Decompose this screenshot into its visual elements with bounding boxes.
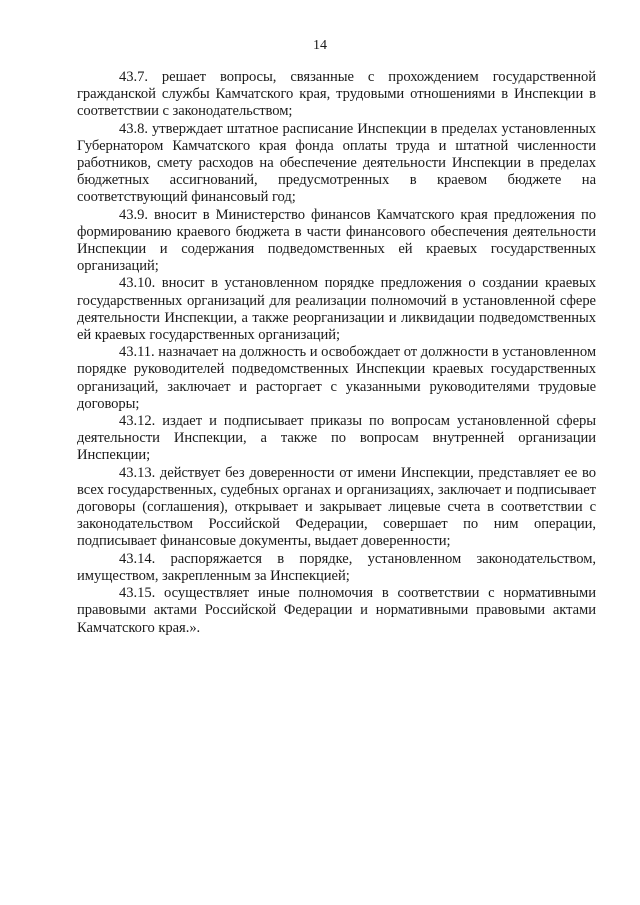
paragraph-43-8: 43.8. утверждает штатное расписание Инспекции в пределах установленных Губернатором Камчатского края фонда оплаты труда и штатной численности работников, смету расходов на обеспечение деятельности Инспекции в пределах бюджетных ассигнований, предусмотренных в краевом бюджете на соответствующий финансовый год; — [77, 120, 596, 206]
paragraph-43-13: 43.13. действует без доверенности от имени Инспекции, представляет ее во всех государственных, судебных органах и организациях, заключает и подписывает договоры (соглашения), открывает и закрывает лицевые счета в соответствии с законодательством Российской Федерации, совершает по ним операции, подписывает финансовые документы, выдает доверенности; — [77, 464, 596, 550]
paragraph-43-10: 43.10. вносит в установленном порядке предложения о создании краевых государственных организаций для реализации полномочий в установленной сфере деятельности Инспекции, а также реорганизации и ликвидации подведомственных ей краевых государственных организаций; — [77, 275, 596, 344]
paragraph-43-11: 43.11. назначает на должность и освобождает от должности в установленном порядке руководителей подведомственных Инспекции краевых государственных организаций, заключает и расторгает с указанными руководителями трудовые договоры; — [77, 344, 596, 412]
page-number: 14 — [313, 38, 327, 53]
paragraph-43-9: 43.9. вносит в Министерство финансов Камчатского края предложения по формированию краевого бюджета в части финансового обеспечения деятельности Инспекции и содержания подведомственных ей краевых государственных организаций; — [77, 206, 596, 275]
paragraph-43-15: 43.15. осуществляет иные полномочия в соответствии с нормативными правовыми актами Российской Федерации и нормативными правовыми актами Камчатского края.». — [77, 585, 596, 636]
paragraph-43-12: 43.12. издает и подписывает приказы по вопросам установленной сферы деятельности Инспекции, а также по вопросам внутренней организации Инспекции; — [77, 413, 596, 464]
paragraph-43-14: 43.14. распоряжается в порядке, установленном законодательством, имуществом, закрепленным за Инспекцией; — [77, 550, 596, 584]
paragraph-43-7: 43.7. решает вопросы, связанные с прохождением государственной гражданской службы Камчатского края, трудовыми отношениями в Инспекции в соответствии с законодательством; — [77, 69, 596, 120]
document-body — [77, 69, 596, 637]
